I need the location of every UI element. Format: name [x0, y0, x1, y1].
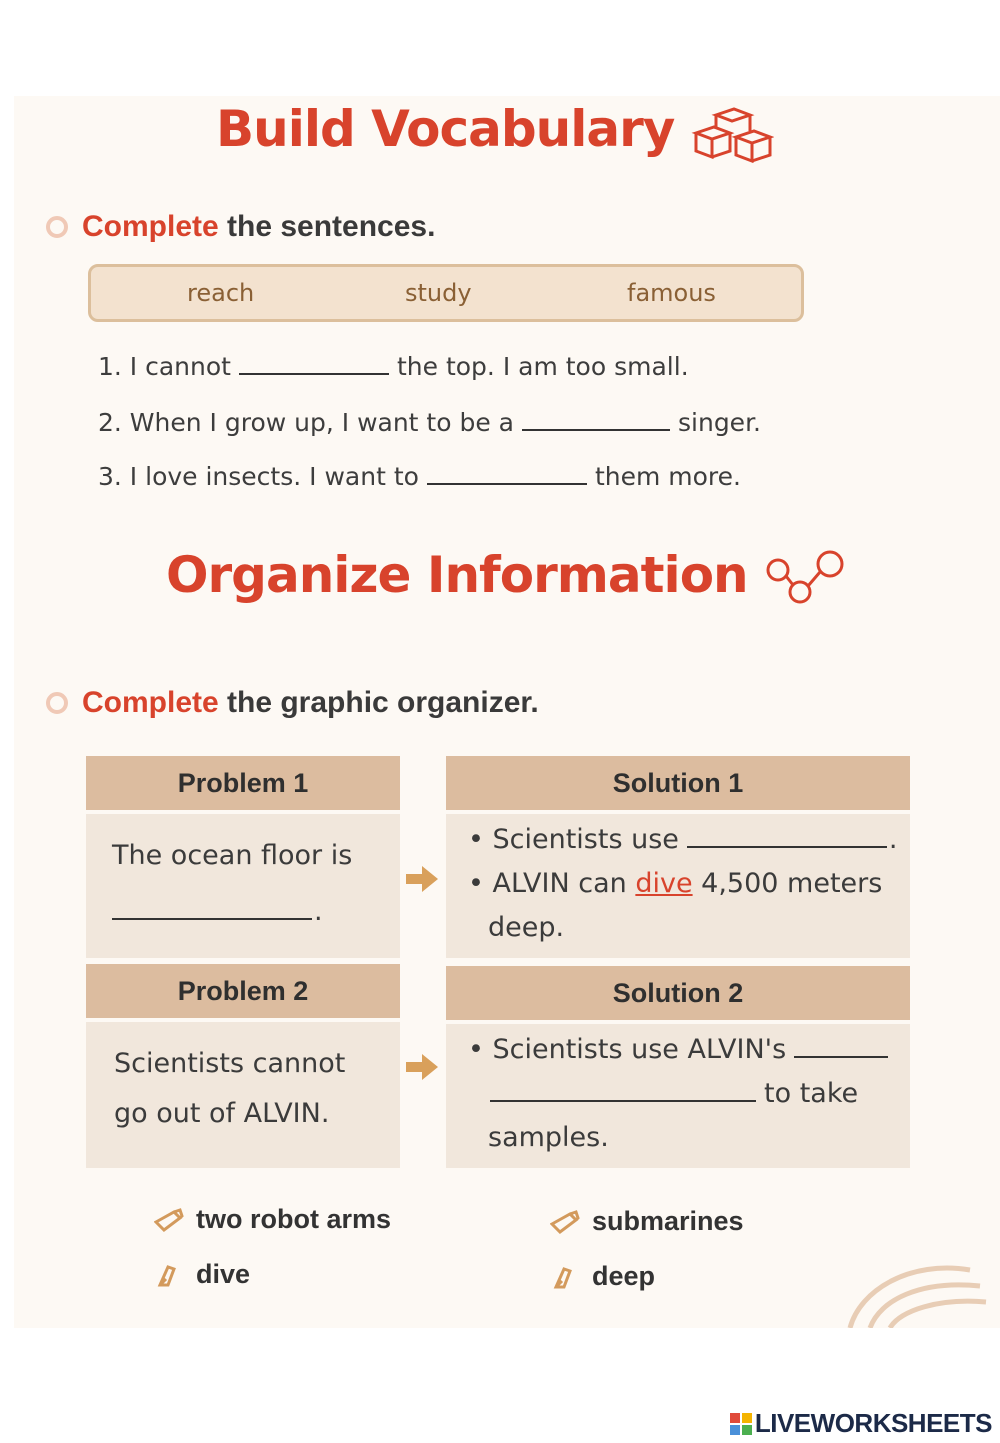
problem-2-line-2: go out of ALVIN. [114, 1098, 330, 1129]
problem-1-cell [86, 814, 400, 958]
pencil-icon [154, 1208, 184, 1234]
blocks-icon [688, 103, 774, 163]
blank-solution-1[interactable] [687, 845, 887, 848]
problem-2-cell [86, 1022, 400, 1168]
solution-1-line-3: deep. [488, 912, 565, 943]
blank-2[interactable] [522, 428, 670, 431]
blank-1[interactable] [239, 372, 389, 375]
connected-circles-icon [762, 548, 852, 610]
sentence-3: 3. I love insects. I want to them more. [98, 462, 741, 491]
liveworksheets-logo-icon [730, 1413, 752, 1435]
organize-instruction: Complete the graphic organizer. [46, 686, 539, 720]
blank-3[interactable] [427, 482, 587, 485]
word-bank [88, 264, 804, 322]
vocab-title: Build Vocabulary [216, 100, 774, 163]
vocab-instruction: Complete the sentences. [46, 210, 435, 244]
bullet-circle-icon [46, 692, 68, 714]
bullet-circle-icon [46, 216, 68, 238]
problem-2-header: Problem 2 [86, 964, 400, 1018]
arrow-right-icon [406, 866, 438, 892]
solution-2-line-2: to take [490, 1078, 858, 1109]
solution-2-line-1: • Scientists use ALVIN's [468, 1034, 888, 1065]
pencil-icon [550, 1210, 580, 1236]
option-two-robot-arms[interactable]: two robot arms [154, 1204, 391, 1235]
organize-title: Organize Information [166, 546, 852, 610]
blank-solution-2a[interactable] [794, 1055, 888, 1058]
sentence-2: 2. When I grow up, I want to be a singer. [98, 408, 761, 437]
solution-2-header: Solution 2 [446, 966, 910, 1020]
decorative-swirl [840, 1250, 990, 1328]
problem-2-line-1: Scientists cannot [114, 1048, 346, 1079]
highlight-word-dive: dive [635, 868, 693, 899]
arrow-right-icon [406, 1054, 438, 1080]
sentence-1: 1. I cannot the top. I am too small. [98, 352, 689, 381]
option-dive[interactable]: dive [154, 1259, 250, 1290]
pencil-icon [550, 1265, 580, 1291]
pencil-icon [154, 1263, 184, 1289]
option-submarines[interactable]: submarines [550, 1206, 744, 1237]
word-reach: reach [187, 279, 255, 307]
problem-1-answer: . [112, 896, 323, 927]
word-study: study [405, 279, 472, 307]
solution-1-line-2: • ALVIN can dive 4,500 meters [468, 868, 883, 899]
solution-1-header: Solution 1 [446, 756, 910, 810]
option-deep[interactable]: deep [550, 1261, 655, 1292]
problem-1-text: The ocean floor is [112, 840, 353, 871]
problem-1-header: Problem 1 [86, 756, 400, 810]
solution-2-line-3: samples. [488, 1122, 609, 1153]
solution-1-line-1: • Scientists use . [468, 824, 898, 855]
blank-solution-2b[interactable] [490, 1099, 756, 1102]
word-famous: famous [627, 279, 716, 307]
blank-problem-1[interactable] [112, 917, 312, 920]
liveworksheets-logo: LIVEWORKSHEETS [730, 1408, 992, 1439]
